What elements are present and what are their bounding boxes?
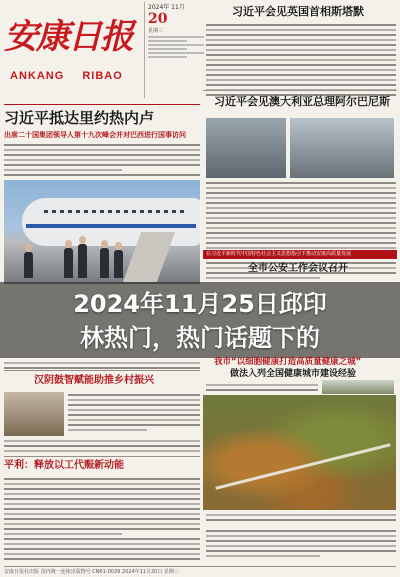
text-line: [148, 48, 187, 50]
text-line: [148, 52, 204, 54]
page-footer: 安康日报社出版 国内统一连续出版物号 CN61-0039 2024年11月20日 星期三: [4, 566, 396, 576]
lead-body-text: [4, 144, 200, 179]
airplane-shape: [22, 198, 200, 246]
section-rule: [4, 104, 200, 105]
issue-weekday: 星期三: [148, 28, 164, 34]
road-shape: [215, 443, 390, 489]
text-line: [148, 44, 204, 46]
meeting-photo: [290, 118, 394, 178]
article-1-body-text-2: [4, 440, 200, 455]
article-rule: [203, 90, 397, 91]
right-top-body-text: [206, 24, 396, 99]
right-headline-3: 全市公安工作会议召开: [248, 263, 348, 274]
text-line: [148, 36, 204, 38]
right-headline-top: 习近平会见英国首相斯塔默: [232, 5, 364, 18]
right-headline-4: 我市“以细胞健康打造高质量健康之城”: [214, 357, 362, 367]
masthead-info: [144, 2, 204, 98]
text-line: [148, 56, 187, 58]
issue-day: 20: [148, 11, 168, 27]
airplane-windows: [44, 210, 184, 213]
newspaper-pinyin: [10, 70, 140, 84]
aerial-landscape-photo: [203, 395, 396, 510]
article-1-photo: [4, 392, 64, 436]
masthead: [4, 2, 202, 98]
person-figure: [64, 248, 73, 278]
article-rule: [4, 456, 200, 457]
lead-headline: 习近平抵达里约热内卢: [4, 109, 155, 127]
article-1-headline: 汉阴鼓智赋能助推乡村振兴: [34, 375, 154, 386]
lead-photo: [4, 180, 200, 284]
person-figure: [24, 252, 33, 278]
article-1-body-text: [68, 394, 200, 434]
right-headline-2: 习近平会见澳大利亚总理阿尔巴尼斯: [214, 95, 390, 108]
right-bottom-body-text: [206, 530, 396, 560]
right-4-body-text: [206, 384, 318, 394]
meeting-photo: [206, 118, 286, 178]
person-figure: [114, 250, 123, 278]
overlay-title: [0, 287, 400, 355]
right-headline-4-sub: 做法入列全国健康城市建设经验: [230, 369, 357, 379]
person-figure: [100, 248, 109, 278]
overlay-title-line-2: 林热门，热门话题下的: [80, 324, 320, 352]
section-banner: [203, 250, 397, 259]
airplane-stripe: [26, 224, 196, 228]
person-figure: [78, 244, 87, 278]
pinyin-word: RIBAO: [82, 70, 123, 82]
lead-subhead: 出席二十国集团领导人第十九次峰会并对巴西进行国事访问: [4, 131, 186, 139]
article-2-body-text: [4, 478, 200, 563]
overlay-title-line-1: 2024年11月25日邱印: [73, 290, 327, 318]
section-banner-text: 在习近平新时代中国特色社会主义思想指引下推动安康高质量发展: [206, 251, 352, 257]
photo-caption-text: [206, 514, 396, 524]
text-line: [148, 40, 187, 42]
small-photo: [322, 380, 394, 394]
issue-date: 2024年 11月: [148, 4, 185, 11]
newspaper-logo: 安康日报: [4, 17, 132, 57]
pinyin-word: ANKANG: [10, 70, 65, 82]
article-2-headline: 平利：释放以工代赈新动能: [4, 460, 124, 471]
article-rule: [4, 370, 200, 371]
